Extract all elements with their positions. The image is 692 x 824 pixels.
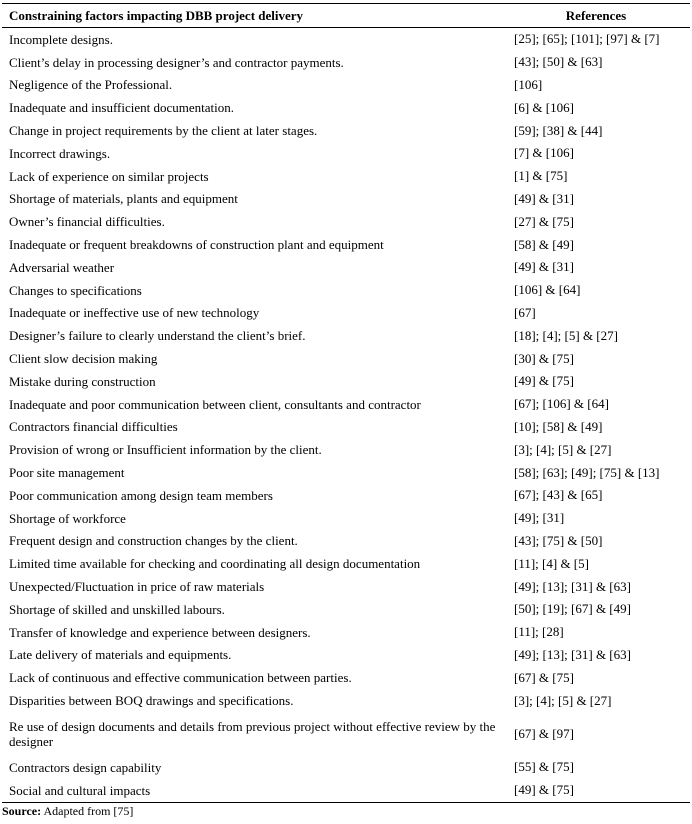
references-cell: [11]; [4] & [5] <box>514 555 589 571</box>
table-row <box>2 302 690 325</box>
factor-cell: Client’s delay in processing designer’s and contractor payments. <box>9 54 344 70</box>
table-body <box>2 28 690 802</box>
factor-cell: Lack of experience on similar projects <box>9 168 209 184</box>
factor-cell: Contractors design capability <box>9 759 162 775</box>
references-cell: [67] & [75] <box>514 669 574 685</box>
factor-cell: Disparities between BOQ drawings and specifications. <box>9 693 294 708</box>
table-row <box>2 689 690 712</box>
table-row <box>2 552 690 575</box>
factor-cell: Frequent design and construction changes by the client. <box>9 533 298 549</box>
factor-cell: Provision of wrong or Insufficient information by the client. <box>9 442 322 458</box>
factor-cell: Mistake during construction <box>9 373 156 389</box>
references-cell: [49]; [31] <box>514 510 565 526</box>
factor-cell: Negligence of the Professional. <box>9 77 173 93</box>
table-row <box>2 51 690 74</box>
factor-cell: Late delivery of materials and equipments. <box>9 647 232 663</box>
references-cell: [10]; [58] & [49] <box>514 418 603 434</box>
table-row <box>2 621 690 644</box>
factor-cell: Lack of continuous and effective communication between parties. <box>9 670 352 686</box>
references-cell: [67]; [106] & [64] <box>514 396 609 412</box>
table-row <box>2 416 690 439</box>
factor-cell: Re use of design documents and details from previous project without effective review by the designer <box>9 718 496 749</box>
references-cell: [3]; [4]; [5] & [27] <box>514 441 612 457</box>
references-cell: [67] <box>514 304 536 320</box>
factor-cell: Poor site management <box>9 465 125 481</box>
table-row <box>2 279 690 302</box>
factor-cell: Designer’s failure to clearly understand the client’s brief. <box>9 328 306 344</box>
factor-cell: Inadequate or ineffective use of new technology <box>9 305 260 321</box>
table-row <box>2 666 690 689</box>
references-cell: [49]; [13]; [31] & [63] <box>514 646 631 662</box>
table-row <box>2 575 690 598</box>
references-cell: [49] & [31] <box>514 190 574 206</box>
factors-table <box>2 3 690 803</box>
table-row <box>2 598 690 621</box>
table-row <box>2 507 690 530</box>
table-row <box>2 393 690 416</box>
header-factor: Constraining factors impacting DBB project delivery <box>9 8 304 23</box>
table-header <box>2 4 690 28</box>
references-cell: [58]; [63]; [49]; [75] & [13] <box>514 464 660 480</box>
references-cell: [6] & [106] <box>514 99 574 115</box>
table-row <box>2 188 690 211</box>
table-row <box>2 74 690 97</box>
factor-cell: Shortage of workforce <box>9 510 126 526</box>
factor-cell: Incomplete designs. <box>9 31 113 47</box>
references-cell: [25]; [65]; [101]; [97] & [7] <box>514 31 660 47</box>
table-row <box>2 210 690 233</box>
table-row <box>2 96 690 119</box>
table-row <box>2 233 690 256</box>
table-row <box>2 324 690 347</box>
factor-cell: Owner’s financial difficulties. <box>9 214 165 230</box>
header-references: References <box>565 7 627 23</box>
references-cell: [3]; [4]; [5] & [27] <box>514 692 612 708</box>
table-row <box>2 756 690 779</box>
references-cell: [43]; [50] & [63] <box>514 54 603 70</box>
table-row <box>2 256 690 279</box>
source-note <box>2 804 133 819</box>
source-label: Source: <box>2 804 42 818</box>
factor-cell: Client slow decision making <box>9 351 158 367</box>
factor-cell: Poor communication among design team members <box>9 487 273 503</box>
references-cell: [49]; [13]; [31] & [63] <box>514 578 631 594</box>
references-cell: [49] & [75] <box>514 782 574 798</box>
references-cell: [7] & [106] <box>514 145 574 161</box>
references-cell: [55] & [75] <box>514 759 574 775</box>
references-cell: [67]; [43] & [65] <box>514 487 603 503</box>
factor-cell: Limited time available for checking and coordinating all design documentation <box>9 556 421 572</box>
table-row <box>2 347 690 370</box>
table-row <box>2 370 690 393</box>
references-cell: [106] <box>514 76 543 92</box>
factor-cell: Social and cultural impacts <box>9 782 151 798</box>
references-cell: [49] & [31] <box>514 259 574 275</box>
references-cell: [50]; [19]; [67] & [49] <box>514 601 631 617</box>
table-row <box>2 779 690 802</box>
table-row <box>2 28 690 51</box>
references-cell: [59]; [38] & [44] <box>514 122 603 138</box>
references-cell: [67] & [97] <box>514 725 574 741</box>
factor-cell: Transfer of knowledge and experience between designers. <box>9 624 311 640</box>
references-cell: [1] & [75] <box>514 168 568 184</box>
table-row <box>2 712 690 756</box>
references-cell: [43]; [75] & [50] <box>514 532 603 548</box>
factor-cell: Change in project requirements by the client at later stages. <box>9 123 318 139</box>
references-cell: [30] & [75] <box>514 350 574 366</box>
table-row <box>2 165 690 188</box>
references-cell: [49] & [75] <box>514 373 574 389</box>
references-cell: [11]; [28] <box>514 624 564 640</box>
table-row <box>2 644 690 667</box>
factor-cell: Unexpected/Fluctuation in price of raw materials <box>9 579 265 595</box>
source-text: Adapted from [75] <box>43 804 134 818</box>
table-row <box>2 142 690 165</box>
factor-cell: Incorrect drawings. <box>9 145 111 161</box>
factor-cell: Adversarial weather <box>9 259 115 275</box>
table-row <box>2 438 690 461</box>
table-row <box>2 461 690 484</box>
references-cell: [27] & [75] <box>514 213 574 229</box>
factor-cell: Inadequate and insufficient documentation. <box>9 100 235 116</box>
table-row <box>2 119 690 142</box>
factor-cell: Contractors financial difficulties <box>9 419 178 435</box>
references-cell: [106] & [64] <box>514 282 581 298</box>
table-row <box>2 530 690 553</box>
factor-cell: Changes to specifications <box>9 282 142 298</box>
table-row <box>2 484 690 507</box>
references-cell: [18]; [4]; [5] & [27] <box>514 327 618 343</box>
factor-cell: Inadequate and poor communication between client, consultants and contractor <box>9 396 421 412</box>
factor-cell: Shortage of skilled and unskilled labours. <box>9 601 225 617</box>
factor-cell: Inadequate or frequent breakdowns of construction plant and equipment <box>9 237 384 253</box>
references-cell: [58] & [49] <box>514 236 574 252</box>
factor-cell: Shortage of materials, plants and equipment <box>9 191 238 207</box>
